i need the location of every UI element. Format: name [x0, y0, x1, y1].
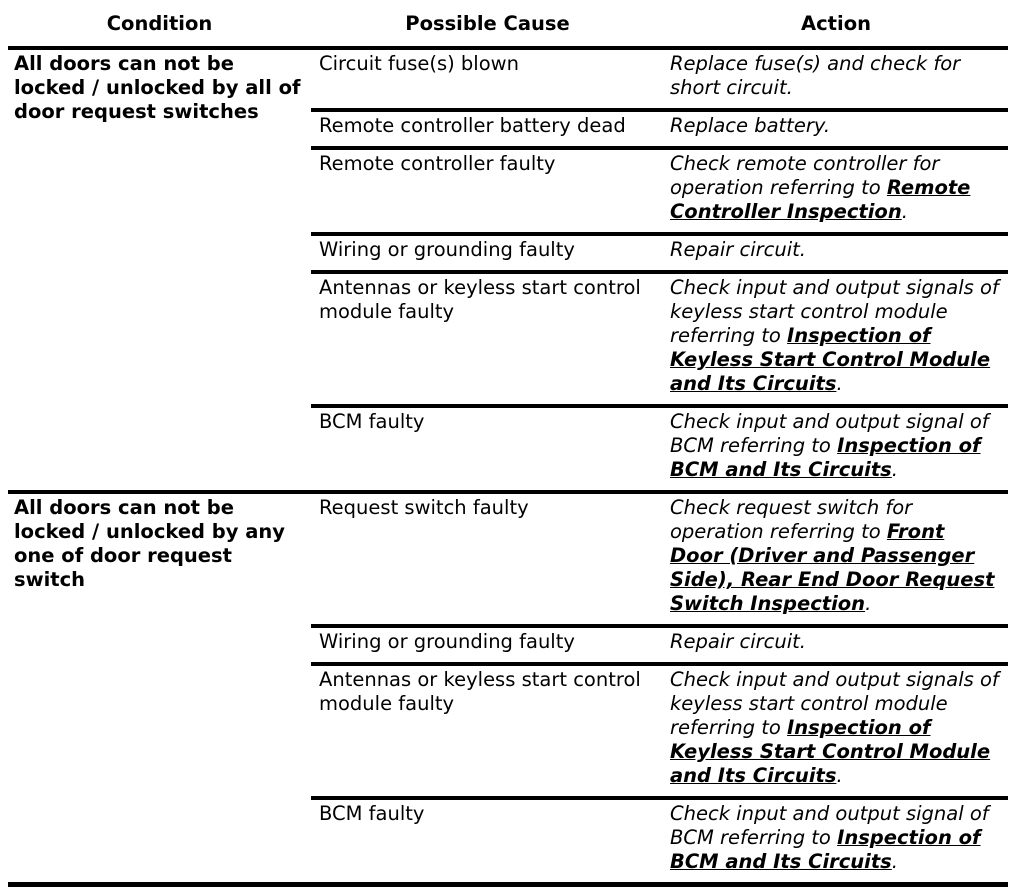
action-suffix: .	[836, 372, 843, 395]
table-body	[8, 48, 1008, 885]
action-text: Check input and output signals of keyless start control module referring to	[670, 276, 999, 347]
action-cell	[663, 798, 1008, 885]
action-text: Repair circuit.	[670, 238, 807, 261]
remote-controller-inspection-link[interactable]: Remote Controller Inspection	[670, 176, 971, 223]
header-possible-cause: Possible Cause	[312, 0, 663, 48]
cause-cell: Remote controller faulty	[312, 148, 663, 234]
action-suffix: .	[891, 850, 898, 873]
action-text: Check input and output signal of BCM referring to	[670, 802, 989, 849]
header-action: Action	[663, 0, 1008, 48]
cause-cell: Circuit fuse(s) blown	[312, 48, 663, 110]
cause-cell: Request switch faulty	[312, 492, 663, 626]
action-cell	[663, 492, 1008, 626]
action-cell	[663, 148, 1008, 234]
action-cell	[663, 234, 1008, 272]
header-condition: Condition	[8, 0, 312, 48]
bcm-inspection-link[interactable]: Inspection of BCM and Its Circuits	[670, 434, 981, 481]
action-cell	[663, 48, 1008, 110]
action-suffix: .	[901, 200, 908, 223]
action-suffix: .	[891, 458, 898, 481]
action-text: Replace fuse(s) and check for short circuit.	[670, 52, 961, 99]
keyless-start-module-inspection-link[interactable]: Inspection of Keyless Start Control Module and Its Circuits	[670, 716, 991, 787]
action-cell	[663, 272, 1008, 406]
action-text: Check input and output signals of keyless start control module referring to	[670, 668, 999, 739]
action-cell	[663, 626, 1008, 664]
action-text: Replace battery.	[670, 114, 831, 137]
troubleshooting-table	[8, 0, 1008, 887]
table-row	[8, 492, 1008, 626]
cause-cell: Antennas or keyless start control module faulty	[312, 664, 663, 798]
bcm-inspection-link[interactable]: Inspection of BCM and Its Circuits	[670, 826, 981, 873]
action-suffix: .	[836, 764, 843, 787]
action-text: Check remote controller for operation referring to	[670, 152, 940, 199]
header-row	[8, 0, 1008, 48]
cause-cell: Remote controller battery dead	[312, 110, 663, 148]
keyless-start-module-inspection-link[interactable]: Inspection of Keyless Start Control Module and Its Circuits	[670, 324, 991, 395]
condition-cell: All doors can not be locked / unlocked by all of door request switches	[8, 48, 312, 492]
request-switch-inspection-link[interactable]: Front Door (Driver and Passenger Side), Rear End Door Request Switch Inspection	[670, 520, 995, 615]
condition-cell: All doors can not be locked / unlocked by any one of door request switch	[8, 492, 312, 885]
action-text: Repair circuit.	[670, 630, 807, 653]
action-text: Check request switch for operation referring to	[670, 496, 913, 543]
troubleshooting-page	[8, 0, 999, 873]
action-suffix: .	[865, 592, 872, 615]
cause-cell: BCM faulty	[312, 406, 663, 492]
action-text: Check input and output signal of BCM referring to	[670, 410, 989, 457]
table-row	[8, 48, 1008, 110]
cause-cell: Antennas or keyless start control module faulty	[312, 272, 663, 406]
cause-cell: Wiring or grounding faulty	[312, 626, 663, 664]
action-cell	[663, 406, 1008, 492]
action-cell	[663, 664, 1008, 798]
cause-cell: BCM faulty	[312, 798, 663, 885]
action-cell	[663, 110, 1008, 148]
cause-cell: Wiring or grounding faulty	[312, 234, 663, 272]
